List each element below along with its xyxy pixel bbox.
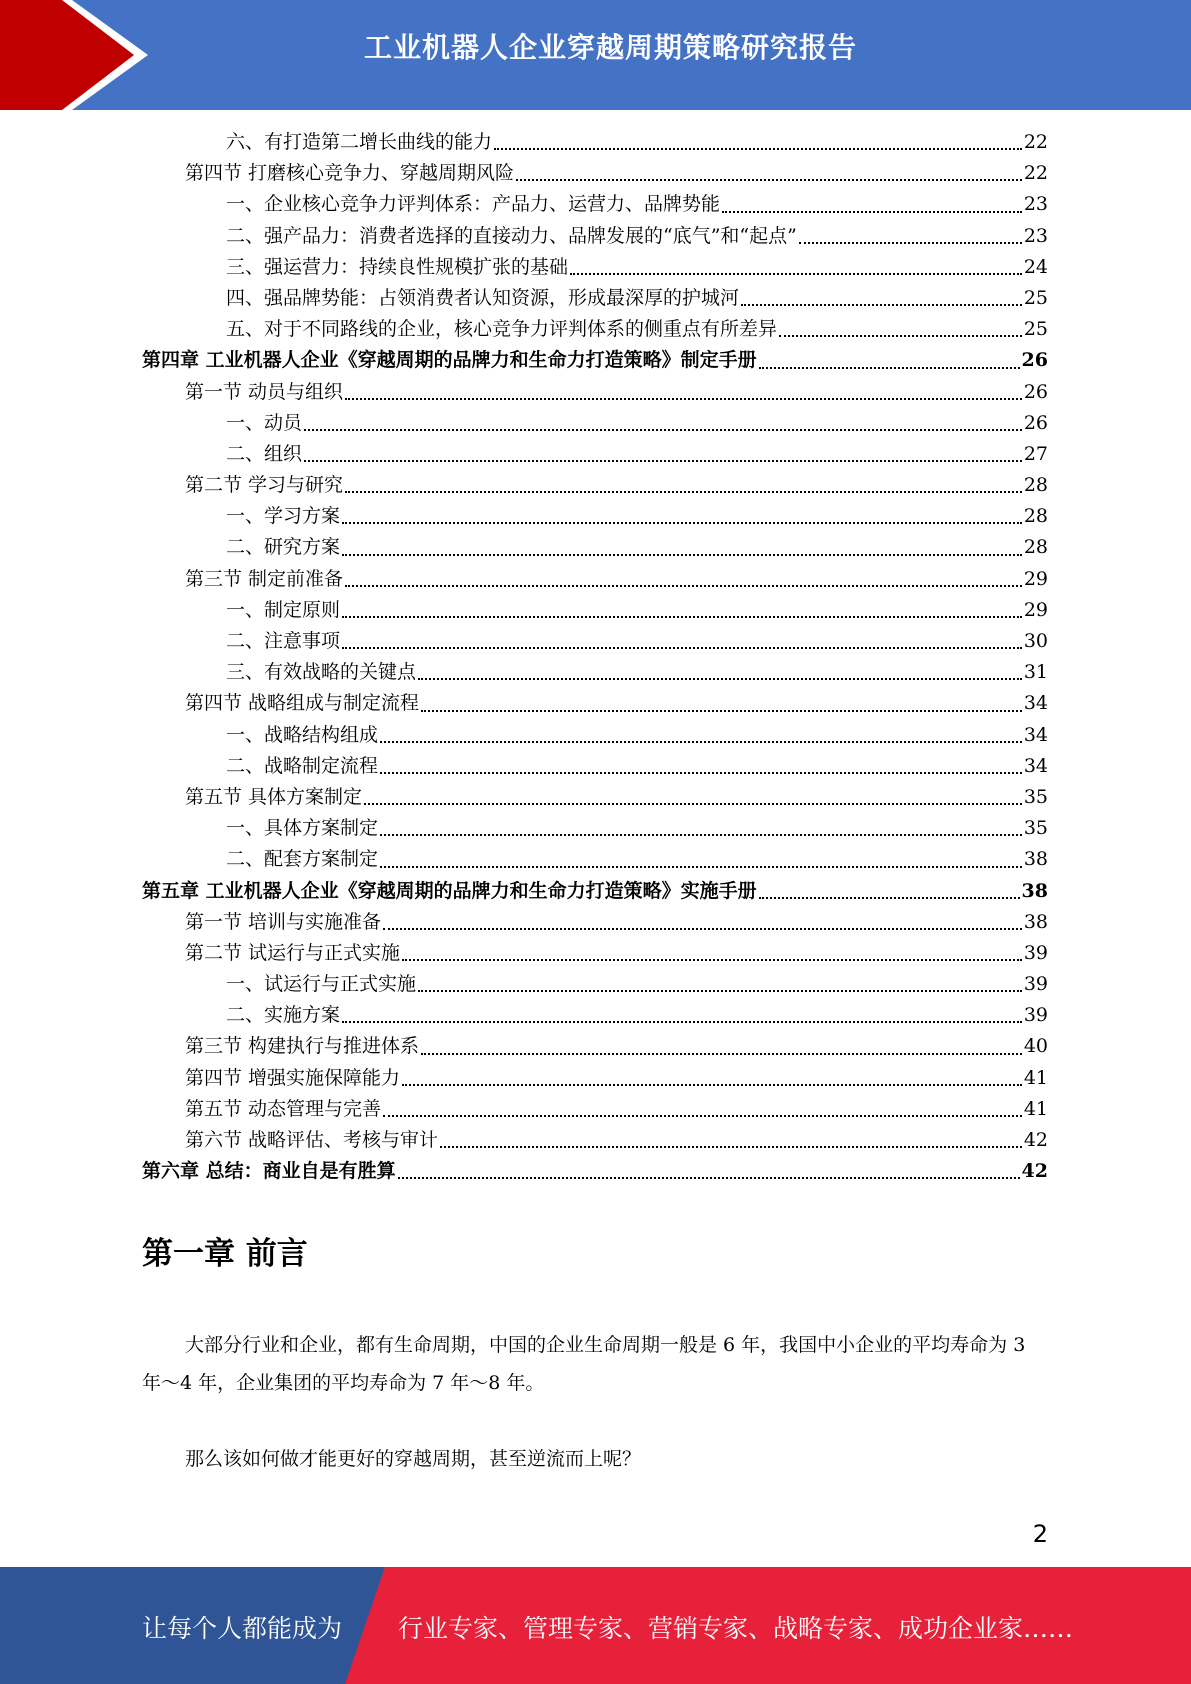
toc-entry-title: 五、对于不同路线的企业，核心竞争力评判体系的侧重点有所差异 <box>226 318 778 341</box>
toc-entry[interactable] <box>142 1125 1048 1156</box>
toc-entry-title: 四、强品牌势能：占领消费者认知资源，形成最深厚的护城河 <box>226 286 740 309</box>
toc-entry[interactable] <box>142 1094 1048 1125</box>
toc-entry-title: 一、战略结构组成 <box>226 723 379 746</box>
toc-entry-page: 23 <box>1023 224 1048 247</box>
toc-entry-page: 25 <box>1023 286 1048 309</box>
toc-entry-title: 第二节 试运行与正式实施 <box>185 941 401 964</box>
toc-entry-title: 第四章 工业机器人企业《穿越周期的品牌力和生命力打造策略》制定手册 <box>142 349 757 372</box>
chapter-title: 第一章 前言 <box>142 1236 308 1272</box>
page-number: 2 <box>1032 1520 1048 1548</box>
table-of-contents <box>142 127 1048 1187</box>
toc-entry-title: 三、强运营力：持续良性规模扩张的基础 <box>226 255 569 278</box>
toc-entry-title: 第二节 学习与研究 <box>185 474 344 497</box>
toc-entry-page: 39 <box>1023 973 1048 996</box>
toc-entry-title: 第四节 战略组成与制定流程 <box>185 692 420 715</box>
toc-entry-title: 第六章 总结：商业自是有胜算 <box>142 1160 396 1183</box>
toc-entry-page: 27 <box>1023 442 1048 465</box>
toc-leader-dots <box>304 460 1022 462</box>
toc-entry-page: 41 <box>1023 1097 1048 1120</box>
toc-entry-title: 二、实施方案 <box>226 1004 341 1027</box>
toc-leader-dots <box>741 304 1022 306</box>
toc-entry-page: 34 <box>1023 754 1048 777</box>
toc-entry[interactable] <box>142 127 1048 158</box>
toc-entry[interactable] <box>142 564 1048 595</box>
toc-entry[interactable] <box>142 938 1048 969</box>
toc-leader-dots <box>779 335 1022 337</box>
toc-entry-title: 第五节 具体方案制定 <box>185 785 363 808</box>
toc-entry-page: 22 <box>1023 162 1048 185</box>
toc-entry-title: 第四节 增强实施保障能力 <box>185 1066 401 1089</box>
toc-entry[interactable] <box>142 1000 1048 1031</box>
toc-leader-dots <box>380 866 1022 868</box>
toc-entry-title: 二、战略制定流程 <box>226 754 379 777</box>
toc-entry-page: 28 <box>1023 505 1048 528</box>
toc-entry-title: 第六节 战略评估、考核与审计 <box>185 1129 439 1151</box>
toc-entry[interactable] <box>142 252 1048 283</box>
toc-entry-title: 二、配套方案制定 <box>226 848 379 871</box>
toc-entry[interactable] <box>142 844 1048 875</box>
toc-entry[interactable] <box>142 439 1048 470</box>
toc-entry[interactable] <box>142 782 1048 813</box>
toc-entry[interactable] <box>142 345 1048 376</box>
toc-entry[interactable] <box>142 408 1048 439</box>
toc-entry-page: 34 <box>1023 723 1048 746</box>
toc-leader-dots <box>383 928 1022 930</box>
toc-entry-title: 一、具体方案制定 <box>226 817 379 840</box>
toc-entry[interactable] <box>142 532 1048 563</box>
toc-entry-page: 26 <box>1021 349 1048 372</box>
toc-entry[interactable] <box>142 876 1048 907</box>
toc-leader-dots <box>402 1084 1022 1086</box>
page-footer <box>0 1567 1191 1684</box>
toc-entry-page: 25 <box>1023 318 1048 341</box>
toc-entry[interactable] <box>142 377 1048 408</box>
toc-entry-page: 28 <box>1023 474 1048 497</box>
toc-leader-dots <box>342 647 1022 649</box>
footer-slogan-right: 行业专家、管理专家、营销专家、战略专家、成功企业家…… <box>398 1614 1074 1643</box>
toc-entry-title: 一、学习方案 <box>226 505 341 528</box>
page-header <box>0 0 1191 110</box>
toc-entry-title: 一、制定原则 <box>226 598 341 621</box>
report-title: 工业机器人企业穿越周期策略研究报告 <box>363 31 857 64</box>
toc-entry-title: 一、企业核心竞争力评判体系：产品力、运营力、品牌势能 <box>226 193 721 216</box>
toc-entry-page: 35 <box>1023 785 1048 808</box>
toc-leader-dots <box>516 179 1022 181</box>
toc-entry-page: 29 <box>1023 598 1048 621</box>
toc-entry-title: 二、研究方案 <box>226 536 341 559</box>
toc-entry-title: 第四节 打磨核心竞争力、穿越周期风险 <box>185 162 515 185</box>
toc-entry-title: 第三节 制定前准备 <box>185 567 344 590</box>
toc-leader-dots <box>304 429 1022 431</box>
toc-entry-page: 42 <box>1021 1160 1048 1183</box>
toc-leader-dots <box>345 585 1022 587</box>
toc-leader-dots <box>440 1146 1022 1148</box>
toc-leader-dots <box>380 741 1022 743</box>
toc-leader-dots <box>342 554 1022 556</box>
toc-entry-title: 一、试运行与正式实施 <box>226 973 417 996</box>
toc-leader-dots <box>383 1115 1022 1117</box>
toc-entry-page: 26 <box>1023 411 1048 434</box>
toc-leader-dots <box>421 1053 1022 1055</box>
toc-entry-page: 34 <box>1023 692 1048 715</box>
toc-entry[interactable] <box>142 314 1048 345</box>
toc-leader-dots <box>364 803 1022 805</box>
toc-leader-dots <box>345 398 1022 400</box>
toc-entry-title: 第三节 构建执行与推进体系 <box>185 1035 420 1058</box>
toc-entry-page: 38 <box>1023 848 1048 871</box>
toc-entry-page: 29 <box>1023 567 1048 590</box>
toc-leader-dots <box>380 772 1022 774</box>
toc-leader-dots <box>342 1021 1022 1023</box>
toc-leader-dots <box>402 959 1022 961</box>
toc-entry-page: 35 <box>1023 817 1048 840</box>
toc-entry[interactable] <box>142 1031 1048 1062</box>
toc-entry[interactable] <box>142 1156 1048 1187</box>
toc-entry[interactable] <box>142 283 1048 314</box>
toc-entry-title: 三、有效战略的关键点 <box>226 661 417 684</box>
toc-entry-title: 第五节 动态管理与完善 <box>185 1097 382 1120</box>
toc-entry-title: 二、注意事项 <box>226 630 341 652</box>
toc-entry-page: 30 <box>1023 630 1048 652</box>
toc-leader-dots <box>342 616 1022 618</box>
toc-entry[interactable] <box>142 813 1048 844</box>
toc-entry[interactable] <box>142 221 1048 252</box>
toc-entry-title: 第一节 动员与组织 <box>185 380 344 403</box>
toc-entry-page: 38 <box>1021 879 1048 902</box>
toc-entry[interactable] <box>142 657 1048 688</box>
toc-entry[interactable] <box>142 595 1048 626</box>
toc-entry-title: 第五章 工业机器人企业《穿越周期的品牌力和生命力打造策略》实施手册 <box>142 879 757 902</box>
toc-leader-dots <box>494 148 1022 150</box>
toc-entry[interactable] <box>142 1063 1048 1094</box>
toc-entry[interactable] <box>142 470 1048 501</box>
toc-leader-dots <box>759 367 1020 369</box>
toc-leader-dots <box>418 678 1022 680</box>
toc-entry-page: 26 <box>1023 380 1048 403</box>
toc-entry-page: 23 <box>1023 193 1048 216</box>
toc-entry[interactable] <box>142 720 1048 751</box>
toc-entry-page: 31 <box>1023 661 1048 684</box>
toc-entry-title: 二、组织 <box>226 442 303 465</box>
toc-leader-dots <box>421 710 1022 712</box>
toc-entry[interactable] <box>142 189 1048 220</box>
toc-entry-page: 38 <box>1023 910 1048 933</box>
toc-entry-page: 28 <box>1023 536 1048 559</box>
toc-leader-dots <box>345 491 1022 493</box>
toc-leader-dots <box>722 211 1022 213</box>
toc-entry-title: 第一节 培训与实施准备 <box>185 910 382 933</box>
toc-entry[interactable] <box>142 501 1048 532</box>
toc-leader-dots <box>570 273 1022 275</box>
toc-entry[interactable] <box>142 969 1048 1000</box>
toc-entry-page: 24 <box>1023 255 1048 278</box>
body-paragraph: 那么该如何做才能更好的穿越周期，甚至逆流而上呢？ <box>185 1448 642 1470</box>
toc-entry[interactable] <box>142 751 1048 782</box>
toc-leader-dots <box>799 242 1022 244</box>
toc-entry-title: 六、有打造第二增长曲线的能力 <box>226 131 493 153</box>
toc-leader-dots <box>418 990 1022 992</box>
toc-leader-dots <box>380 834 1022 836</box>
toc-leader-dots <box>398 1177 1020 1179</box>
toc-leader-dots <box>342 522 1022 524</box>
toc-entry[interactable] <box>142 626 1048 657</box>
toc-entry-page: 42 <box>1023 1129 1048 1151</box>
body-paragraph: 大部分行业和企业，都有生命周期，中国的企业生命周期一般是 6 年，我国中小企业的平均寿命为 3 年～4 年，企业集团的平均寿命为 7 年～8 年。 <box>142 1334 1026 1394</box>
toc-entry[interactable] <box>142 688 1048 719</box>
toc-entry-page: 22 <box>1023 131 1048 153</box>
toc-entry-title: 二、强产品力：消费者选择的直接动力、品牌发展的“底气”和“起点” <box>226 224 797 247</box>
toc-entry-page: 39 <box>1023 1004 1048 1027</box>
toc-entry[interactable] <box>142 158 1048 189</box>
toc-leader-dots <box>759 897 1020 899</box>
toc-entry-page: 39 <box>1023 941 1048 964</box>
toc-entry[interactable] <box>142 907 1048 938</box>
toc-entry-page: 40 <box>1023 1035 1048 1058</box>
toc-entry-title: 一、动员 <box>226 411 303 434</box>
footer-slogan-left: 让每个人都能成为 <box>142 1614 343 1643</box>
toc-entry-page: 41 <box>1023 1066 1048 1089</box>
